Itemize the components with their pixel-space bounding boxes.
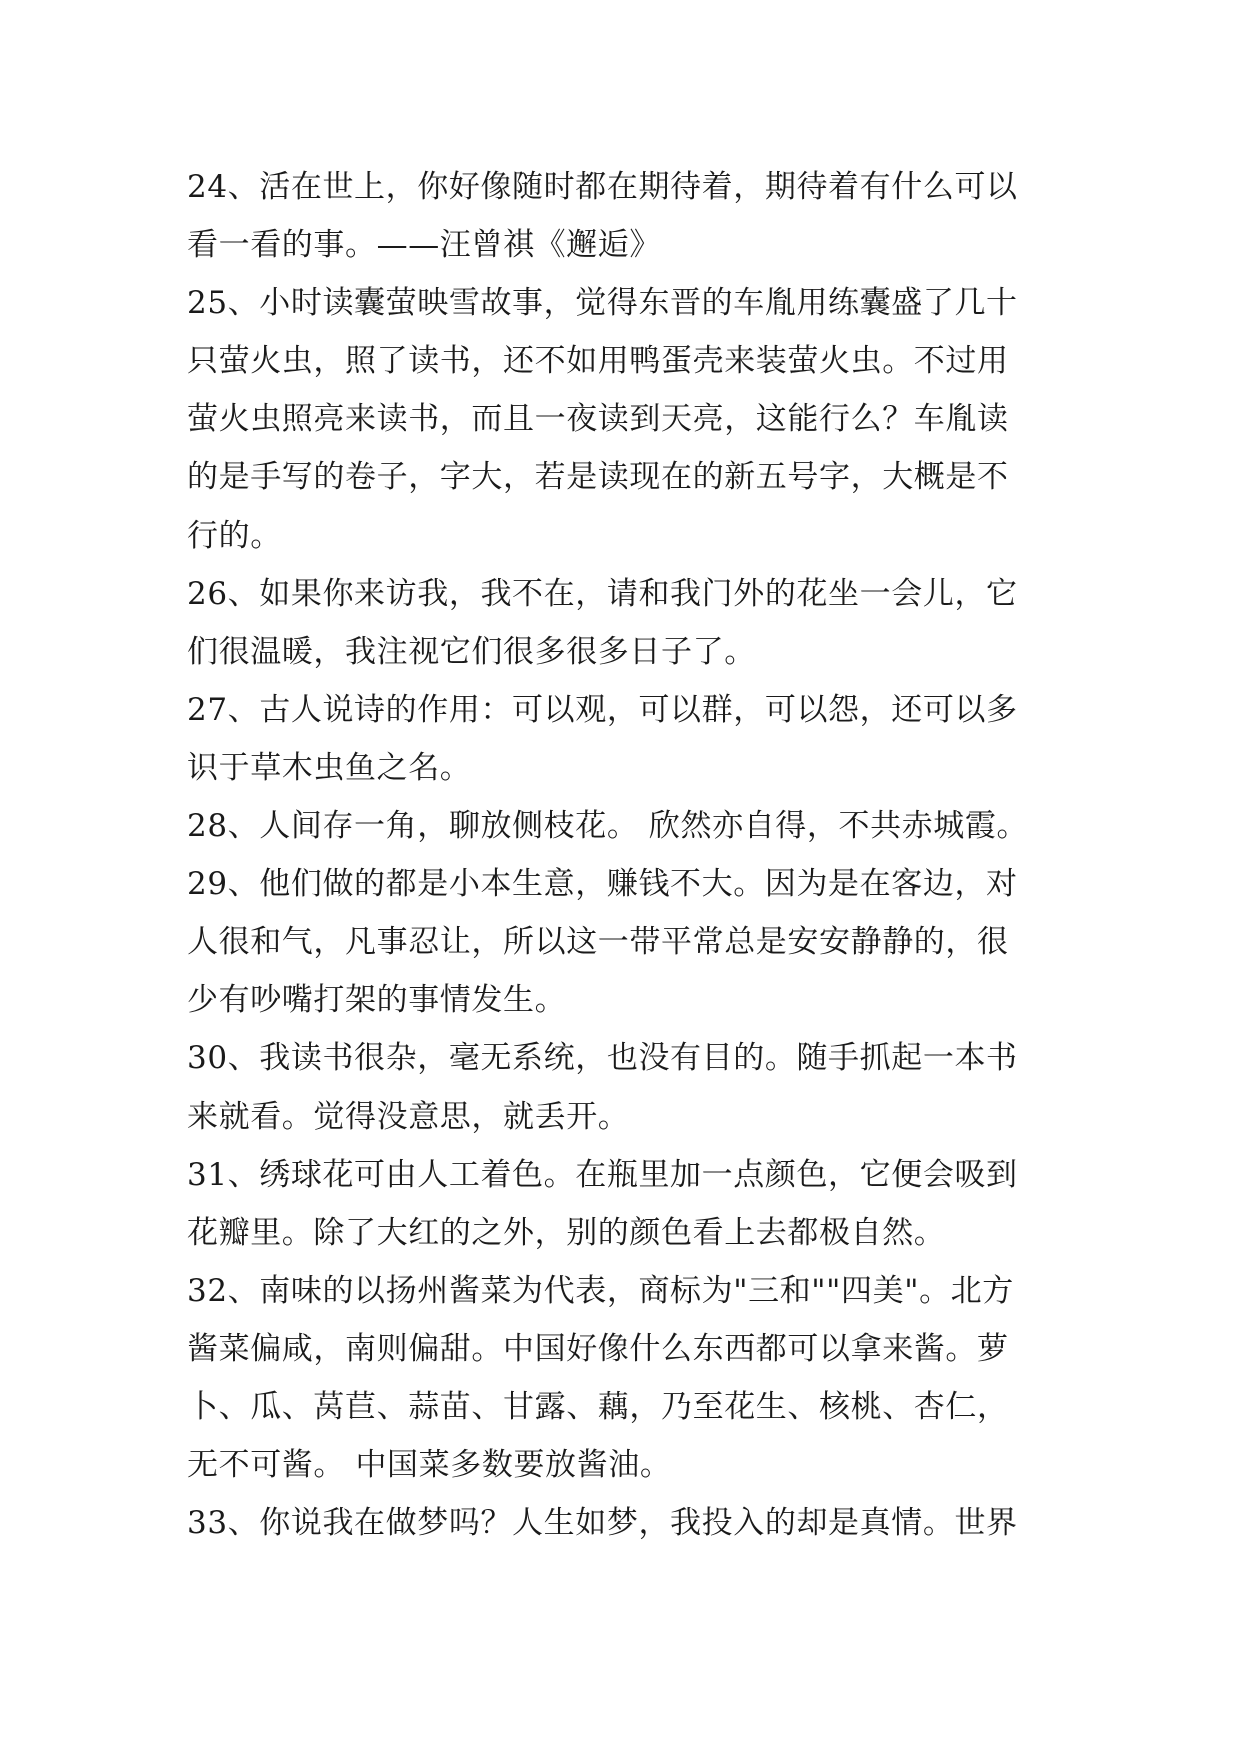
text-line: 来就看。觉得没意思，就丢开。 bbox=[187, 1098, 630, 1135]
text-line: 人很和气，凡事忍让，所以这一带平常总是安安静静的，很 bbox=[187, 924, 1009, 961]
text-line: 只萤火虫，照了读书，还不如用鸭蛋壳来装萤火虫。不过用 bbox=[187, 343, 1009, 380]
text-line: 31、绣球花可由人工着色。在瓶里加一点颜色，它便会吸到 bbox=[187, 1156, 1018, 1193]
text-line: 们很温暖，我注视它们很多很多日子了。 bbox=[187, 633, 756, 670]
text-line: 无不可酱。 中国菜多数要放酱油。 bbox=[187, 1447, 672, 1484]
text-line: 27、古人说诗的作用：可以观，可以群，可以怨，还可以多 bbox=[187, 691, 1018, 728]
text-line: 30、我读书很杂，毫无系统，也没有目的。随手抓起一本书 bbox=[187, 1040, 1018, 1077]
text-line: 识于草木虫鱼之名。 bbox=[187, 749, 472, 786]
text-line: 少有吵嘴打架的事情发生。 bbox=[187, 982, 567, 1019]
text-line: 32、南味的以扬州酱菜为代表，商标为"三和""四美"。北方 bbox=[187, 1272, 1014, 1309]
text-line: 行的。 bbox=[187, 517, 282, 554]
text-line: 看一看的事。——汪曾祺《邂逅》 bbox=[187, 227, 661, 264]
text-line: 33、你说我在做梦吗？人生如梦，我投入的却是真情。世界 bbox=[187, 1505, 1018, 1542]
text-line: 26、如果你来访我，我不在，请和我门外的花坐一会儿，它 bbox=[187, 575, 1018, 612]
text-line: 24、活在世上，你好像随时都在期待着，期待着有什么可以 bbox=[187, 169, 1018, 205]
text-line: 萤火虫照亮来读书，而且一夜读到天亮，这能行么？车胤读 bbox=[187, 401, 1009, 438]
document-body bbox=[187, 158, 1067, 1552]
text-line: 卜、瓜、莴苣、蒜苗、甘露、藕，乃至花生、核桃、杏仁， bbox=[187, 1388, 1009, 1425]
text-line: 的是手写的卷子，字大，若是读现在的新五号字，大概是不 bbox=[187, 459, 1009, 496]
text-line: 29、他们做的都是小本生意，赚钱不大。因为是在客边，对 bbox=[187, 866, 1018, 903]
text-line: 25、小时读囊萤映雪故事，觉得东晋的车胤用练囊盛了几十 bbox=[187, 285, 1018, 322]
text-line: 酱菜偏咸，南则偏甜。中国好像什么东西都可以拿来酱。萝 bbox=[187, 1330, 1009, 1367]
text-line: 28、人间存一角，聊放侧枝花。 欣然亦自得，不共赤城霞。 bbox=[187, 808, 1029, 845]
text-line: 花瓣里。除了大红的之外，别的颜色看上去都极自然。 bbox=[187, 1214, 946, 1251]
